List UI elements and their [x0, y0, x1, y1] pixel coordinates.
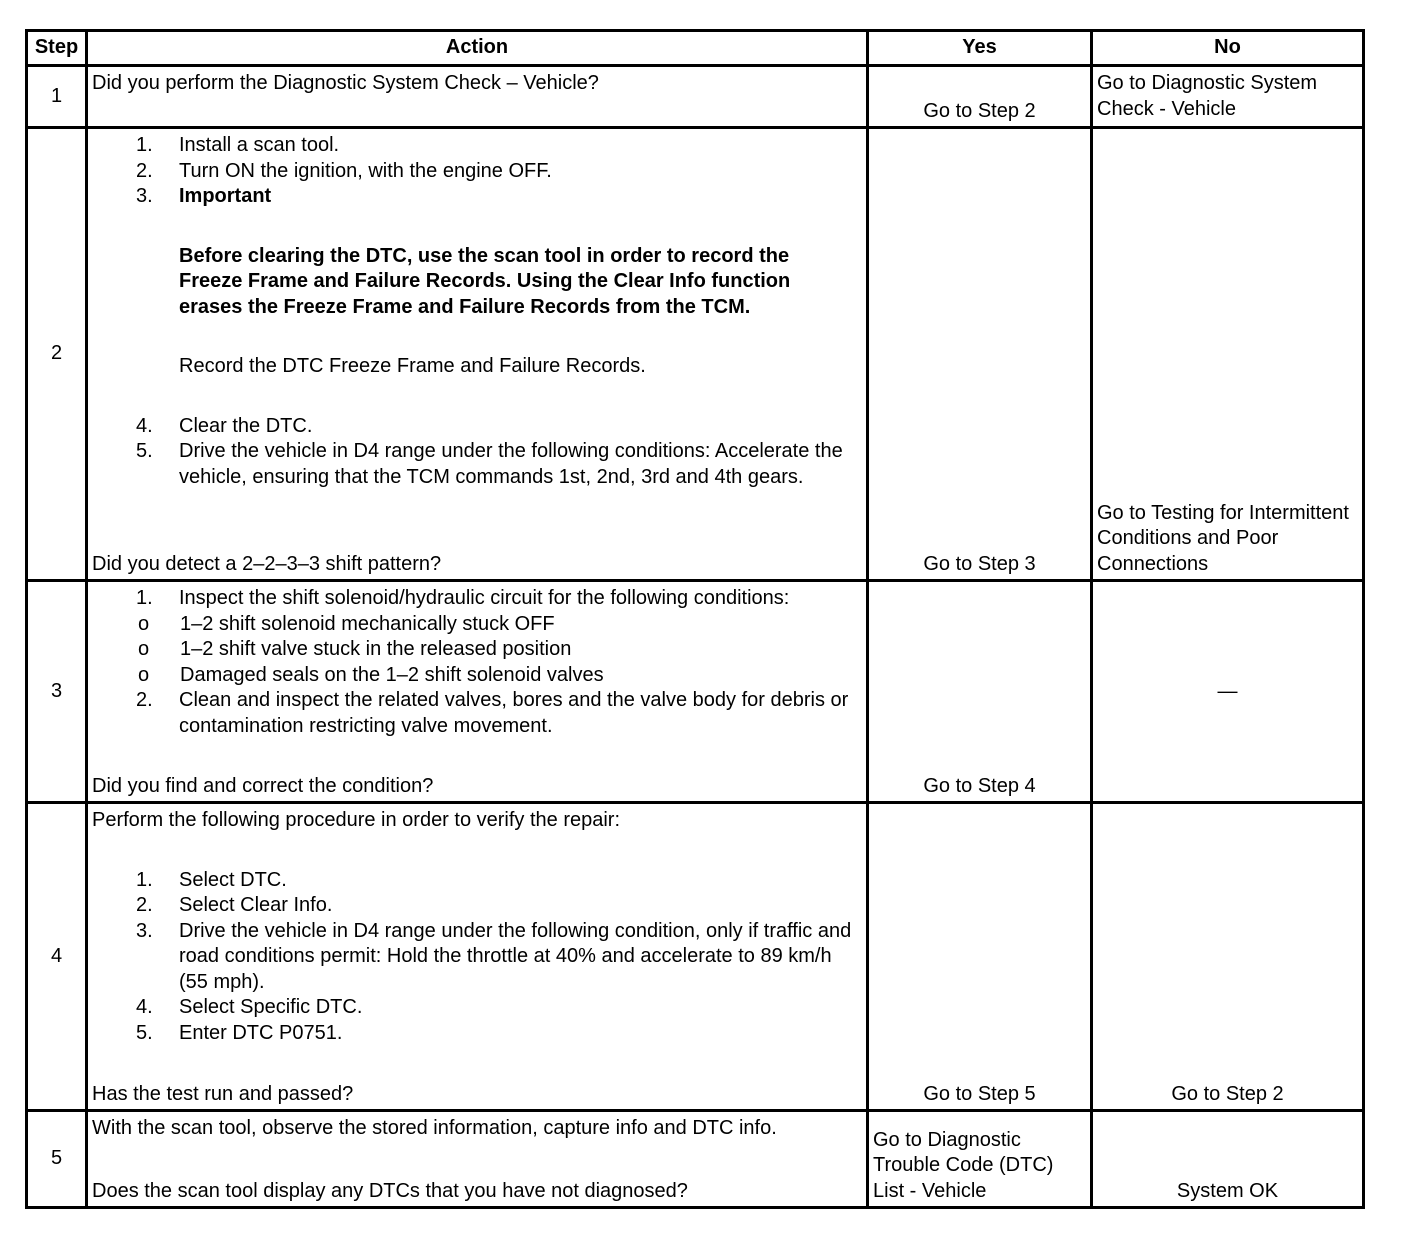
- list-item: o Damaged seals on the 1–2 shift solenoid valves: [138, 663, 604, 686]
- yes-result: Go to Step 5: [923, 1082, 1036, 1105]
- action-cell: [87, 1111, 868, 1208]
- table-row: [27, 803, 1364, 1111]
- action-cell: [87, 581, 868, 803]
- no-cell: [1092, 1111, 1364, 1208]
- no-result: —: [1217, 679, 1238, 702]
- procedure-intro: Perform the following procedure in order to verify the repair:: [92, 809, 621, 831]
- yes-cell: [868, 803, 1092, 1111]
- table-row: [27, 1111, 1364, 1208]
- procedure-list: [92, 414, 858, 491]
- yes-cell: [868, 128, 1092, 581]
- procedure-list: [92, 586, 858, 612]
- procedure-intro: With the scan tool, observe the stored information, capture info and DTC info.: [92, 1117, 777, 1139]
- list-item: 1. Install a scan tool.: [136, 134, 340, 156]
- list-item: 1. Inspect the shift solenoid/hydraulic circuit for the following conditions:: [136, 587, 790, 609]
- list-item: 5. Drive the vehicle in D4 range under the following conditions: Accelerate the vehicle, ensuring that the TCM commands 1st, 2nd, 3rd and 4th gears.: [136, 440, 843, 488]
- header-action: Action: [87, 31, 868, 66]
- step-number: 1: [27, 66, 87, 128]
- header-no: No: [1092, 31, 1364, 66]
- step-question: Did you find and correct the condition?: [92, 774, 434, 797]
- yes-result: Go to Step 3: [923, 552, 1036, 575]
- procedure-list: [92, 688, 858, 739]
- yes-result: Go to Step 2: [923, 99, 1036, 122]
- action-cell: [87, 128, 868, 581]
- condition-list: [92, 612, 858, 689]
- list-item: 2. Select Clear Info.: [136, 894, 333, 916]
- header-yes: Yes: [868, 31, 1092, 66]
- list-item: 3. Important: [136, 185, 272, 207]
- procedure-list: [92, 868, 858, 1047]
- important-label: Important: [179, 185, 272, 207]
- yes-cell: [868, 66, 1092, 128]
- table-row: [27, 66, 1364, 128]
- no-result: Go to Diagnostic System Check - Vehicle: [1097, 72, 1318, 120]
- list-item: 5. Enter DTC P0751.: [136, 1021, 343, 1044]
- step-question: Did you perform the Diagnostic System Check – Vehicle?: [92, 72, 599, 94]
- list-item: o 1–2 shift solenoid mechanically stuck OFF: [138, 612, 555, 635]
- no-cell: [1092, 66, 1364, 128]
- yes-cell: [868, 581, 1092, 803]
- header-step: Step: [27, 31, 87, 66]
- table-row: [27, 581, 1364, 803]
- record-instruction: Record the DTC Freeze Frame and Failure Records.: [179, 355, 646, 377]
- list-item: o 1–2 shift valve stuck in the released position: [138, 638, 572, 660]
- list-item: 4. Clear the DTC.: [136, 414, 313, 437]
- step-question: Has the test run and passed?: [92, 1082, 354, 1105]
- table-row: [27, 128, 1364, 581]
- list-item: 3. Drive the vehicle in D4 range under the following condition, only if traffic and road conditions permit: Hold the throttle at 40% and accelerate to 89 km/h (55 mph).: [136, 919, 852, 993]
- list-item: 1. Select DTC.: [136, 868, 287, 891]
- no-cell: [1092, 581, 1364, 803]
- step-question: Does the scan tool display any DTCs that you have not diagnosed?: [92, 1179, 688, 1202]
- yes-cell: [868, 1111, 1092, 1208]
- action-cell: [87, 803, 868, 1111]
- no-cell: [1092, 128, 1364, 581]
- no-result: System OK: [1176, 1179, 1279, 1202]
- no-result: Go to Step 2: [1171, 1082, 1284, 1105]
- yes-result: Go to Diagnostic Trouble Code (DTC) List - Vehicle: [873, 1128, 1054, 1202]
- yes-result: Go to Step 4: [923, 774, 1036, 797]
- step-number: 4: [27, 803, 87, 1111]
- list-item: 2. Turn ON the ignition, with the engine OFF.: [136, 159, 552, 182]
- diagnostic-table: [25, 29, 1365, 1209]
- step-number: 5: [27, 1111, 87, 1208]
- list-item: 2. Clean and inspect the related valves, bores and the valve body for debris or contamination restricting valve movement.: [136, 689, 849, 737]
- step-question: Did you detect a 2–2–3–3 shift pattern?: [92, 552, 442, 575]
- action-cell: [87, 66, 868, 128]
- important-note: Before clearing the DTC, use the scan tool in order to record the Freeze Frame and Failure Records. Using the Clear Info function erases the Freeze Frame and Failure Records from the TCM.: [179, 244, 791, 318]
- step-number: 2: [27, 128, 87, 581]
- list-item: 4. Select Specific DTC.: [136, 996, 363, 1018]
- no-result: Go to Testing for Intermittent Conditions and Poor Connections: [1097, 501, 1349, 575]
- step-number: 3: [27, 581, 87, 803]
- header-row: [27, 31, 1364, 66]
- no-cell: [1092, 803, 1364, 1111]
- procedure-list: [92, 133, 858, 210]
